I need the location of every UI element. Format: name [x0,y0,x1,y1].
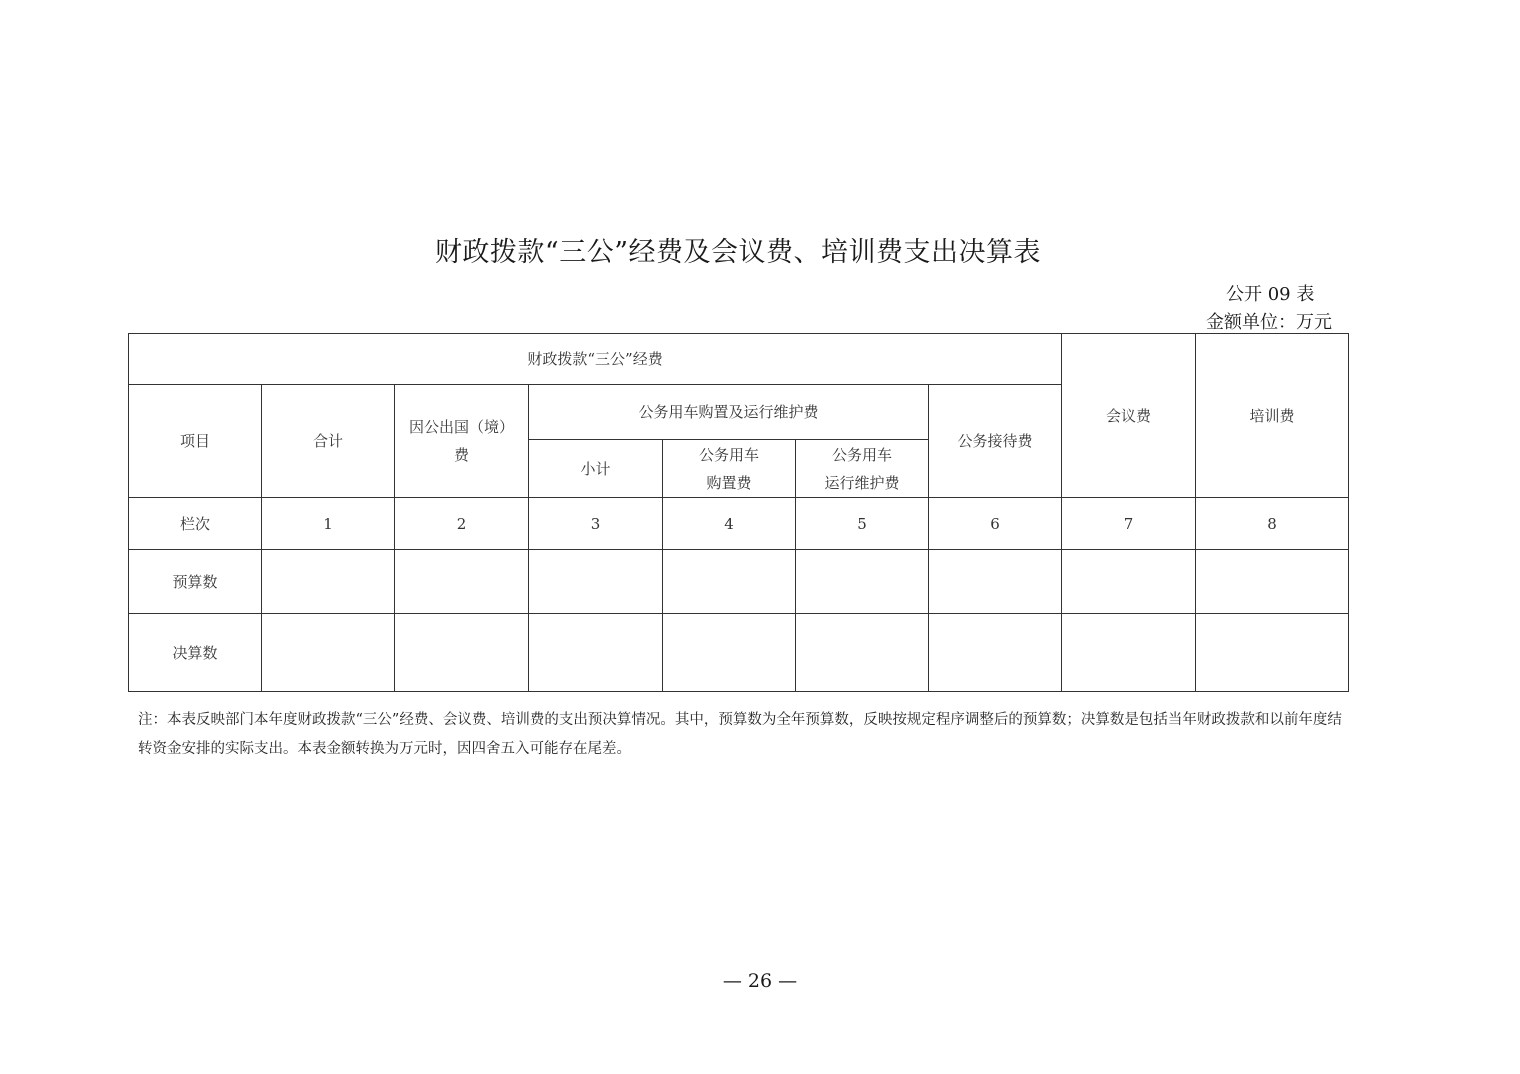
table-cell [663,550,796,614]
col-header-abroad-line2: 费 [453,446,469,464]
table-cell [1062,614,1196,692]
table-cell: 5 [796,498,929,550]
table-cell [1196,614,1349,692]
table-cell [262,614,395,692]
row-label-budget: 预算数 [129,550,262,614]
row-label-final: 决算数 [129,614,262,692]
col-header-vehicle-purchase-line1: 公务用车 [698,445,759,464]
col-header-abroad [395,385,529,498]
table-cell: 6 [929,498,1062,550]
table-cell [395,550,529,614]
row-label-index: 栏次 [129,498,262,550]
table-cell: 3 [529,498,663,550]
col-header-training: 培训费 [1196,334,1349,498]
page-number: — 26 — [722,970,798,992]
col-header-meeting: 会议费 [1062,334,1196,498]
table-cell [796,614,929,692]
col-header-vehicle-operation-line2: 运行维护费 [824,473,900,492]
table-cell [529,550,663,614]
document-title: 财政拨款“三公”经费及会议费、培训费支出决算表 [434,237,1042,268]
col-header-vehicle-subtotal: 小计 [529,440,663,498]
table-cell [929,550,1062,614]
group-header-row [129,334,1349,385]
table-cell [395,614,529,692]
table-row-budget [129,550,1349,614]
table-cell [529,614,663,692]
col-header-vehicle-purchase-line2: 购置费 [706,473,752,492]
expenditure-table [128,333,1349,692]
table-cell: 7 [1062,498,1196,550]
table-row-index [129,498,1349,550]
col-header-vehicle-purchase [663,440,796,498]
table-cell: 2 [395,498,529,550]
table-cell: 8 [1196,498,1349,550]
table-cell [1196,550,1349,614]
table-cell [262,550,395,614]
col-header-reception: 公务接待费 [929,385,1062,498]
col-header-abroad-line1: 因公出国（境） [408,418,514,436]
col-header-total: 合计 [262,385,395,498]
table-cell [1062,550,1196,614]
col-header-vehicle-operation-line1: 公务用车 [831,445,892,464]
group-header-three-public: 财政拨款“三公”经费 [129,334,1062,385]
table-cell: 1 [262,498,395,550]
table-cell [796,550,929,614]
amount-unit: 金额单位：万元 [1206,312,1332,333]
col-header-vehicle-group: 公务用车购置及运行维护费 [529,385,929,440]
table-cell [663,614,796,692]
col-header-vehicle-operation [796,440,929,498]
table-note: 注：本表反映部门本年度财政拨款“三公”经费、会议费、培训费的支出预决算情况。其中，预算数为全年预算数，反映按规定程序调整后的预算数；决算数是包括当年财政拨款和以前年度结转资金安排的实际支出。本表金额转换为万元时，因四舍五入可能存在尾差。 [138,712,1342,757]
table-number: 公开 09 表 [1226,284,1315,305]
col-header-item: 项目 [129,385,262,498]
table-row-final [129,614,1349,692]
table-cell [929,614,1062,692]
table-cell: 4 [663,498,796,550]
